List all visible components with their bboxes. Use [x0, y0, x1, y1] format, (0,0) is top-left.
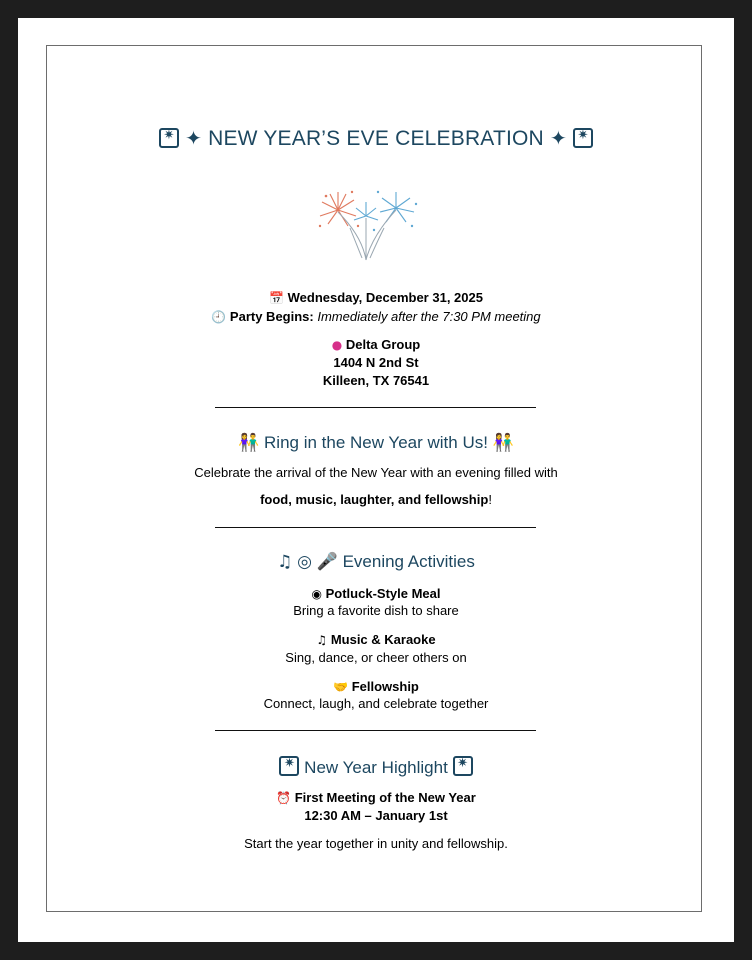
page-title: NEW YEAR’S EVE CELEBRATION — [208, 127, 544, 150]
highlight-title-row — [18, 790, 734, 805]
firework-box-icon — [159, 128, 179, 148]
handshake-icon: 🤝 — [333, 680, 349, 694]
alarm-clock-icon: ⏰ — [276, 791, 292, 805]
divider — [215, 730, 536, 731]
music-notes-icon: ♫ — [277, 552, 293, 572]
sparkles-icon: ✦ — [549, 126, 567, 150]
flyer-page — [18, 18, 734, 942]
pin-icon: ● — [331, 338, 343, 352]
plate-icon: ◎ — [297, 552, 312, 572]
fireworks-illustration — [316, 186, 420, 262]
ring-line-2-bold: food, music, laughter, and fellowship — [260, 492, 489, 507]
venue-name: Delta Group — [345, 337, 421, 352]
microphone-icon: 🎤 — [316, 552, 338, 572]
ring-line-2-end: ! — [488, 492, 492, 507]
activity-desc: Sing, dance, or cheer others on — [285, 650, 467, 665]
activities-heading: Evening Activities — [342, 552, 475, 571]
activity-title: Music & Karaoke — [330, 632, 436, 647]
event-date-row — [18, 290, 734, 305]
ring-heading: Ring in the New Year with Us! — [264, 433, 488, 452]
title-row — [18, 126, 734, 151]
ring-heading-row — [18, 433, 734, 453]
couple-icon: 👫 — [238, 433, 260, 453]
firework-box-icon — [453, 756, 473, 776]
highlight-heading-row — [18, 756, 734, 778]
address-line-2: Killeen, TX 76541 — [322, 373, 430, 388]
highlight-closing: Start the year together in unity and fellowship. — [244, 836, 508, 851]
calendar-icon: 📅 — [269, 291, 284, 305]
party-time-row — [18, 309, 734, 324]
address-line-1: 1404 N 2nd St — [333, 355, 419, 370]
plate-icon: ◉ — [311, 587, 322, 601]
music-notes-icon: ♫ — [316, 633, 328, 647]
activity-title: Potluck-Style Meal — [325, 586, 441, 601]
couple-icon: 👫 — [492, 433, 514, 453]
firework-box-icon — [573, 128, 593, 148]
divider — [215, 407, 536, 408]
event-date: Wednesday, December 31, 2025 — [287, 290, 483, 305]
highlight-heading: New Year Highlight — [304, 758, 448, 777]
activity-desc: Connect, laugh, and celebrate together — [263, 696, 489, 711]
party-label: Party Begins: — [229, 309, 314, 324]
highlight-time: 12:30 AM – January 1st — [304, 808, 448, 823]
activity-desc: Bring a favorite dish to share — [293, 603, 459, 618]
ring-line-2 — [18, 492, 734, 507]
sparkles-icon: ✦ — [185, 126, 203, 150]
activity-title-row — [18, 679, 734, 694]
divider — [215, 527, 536, 528]
activity-title-row — [18, 632, 734, 647]
clock-icon: 🕘 — [211, 310, 227, 324]
activities-heading-row — [18, 552, 734, 572]
firework-box-icon — [279, 756, 299, 776]
ring-line-1: Celebrate the arrival of the New Year with an evening filled with — [194, 465, 558, 480]
activity-title: Fellowship — [351, 679, 419, 694]
venue-row — [18, 337, 734, 352]
party-time: Immediately after the 7:30 PM meeting — [317, 309, 541, 324]
highlight-title: First Meeting of the New Year — [294, 790, 476, 805]
activity-title-row — [18, 586, 734, 601]
